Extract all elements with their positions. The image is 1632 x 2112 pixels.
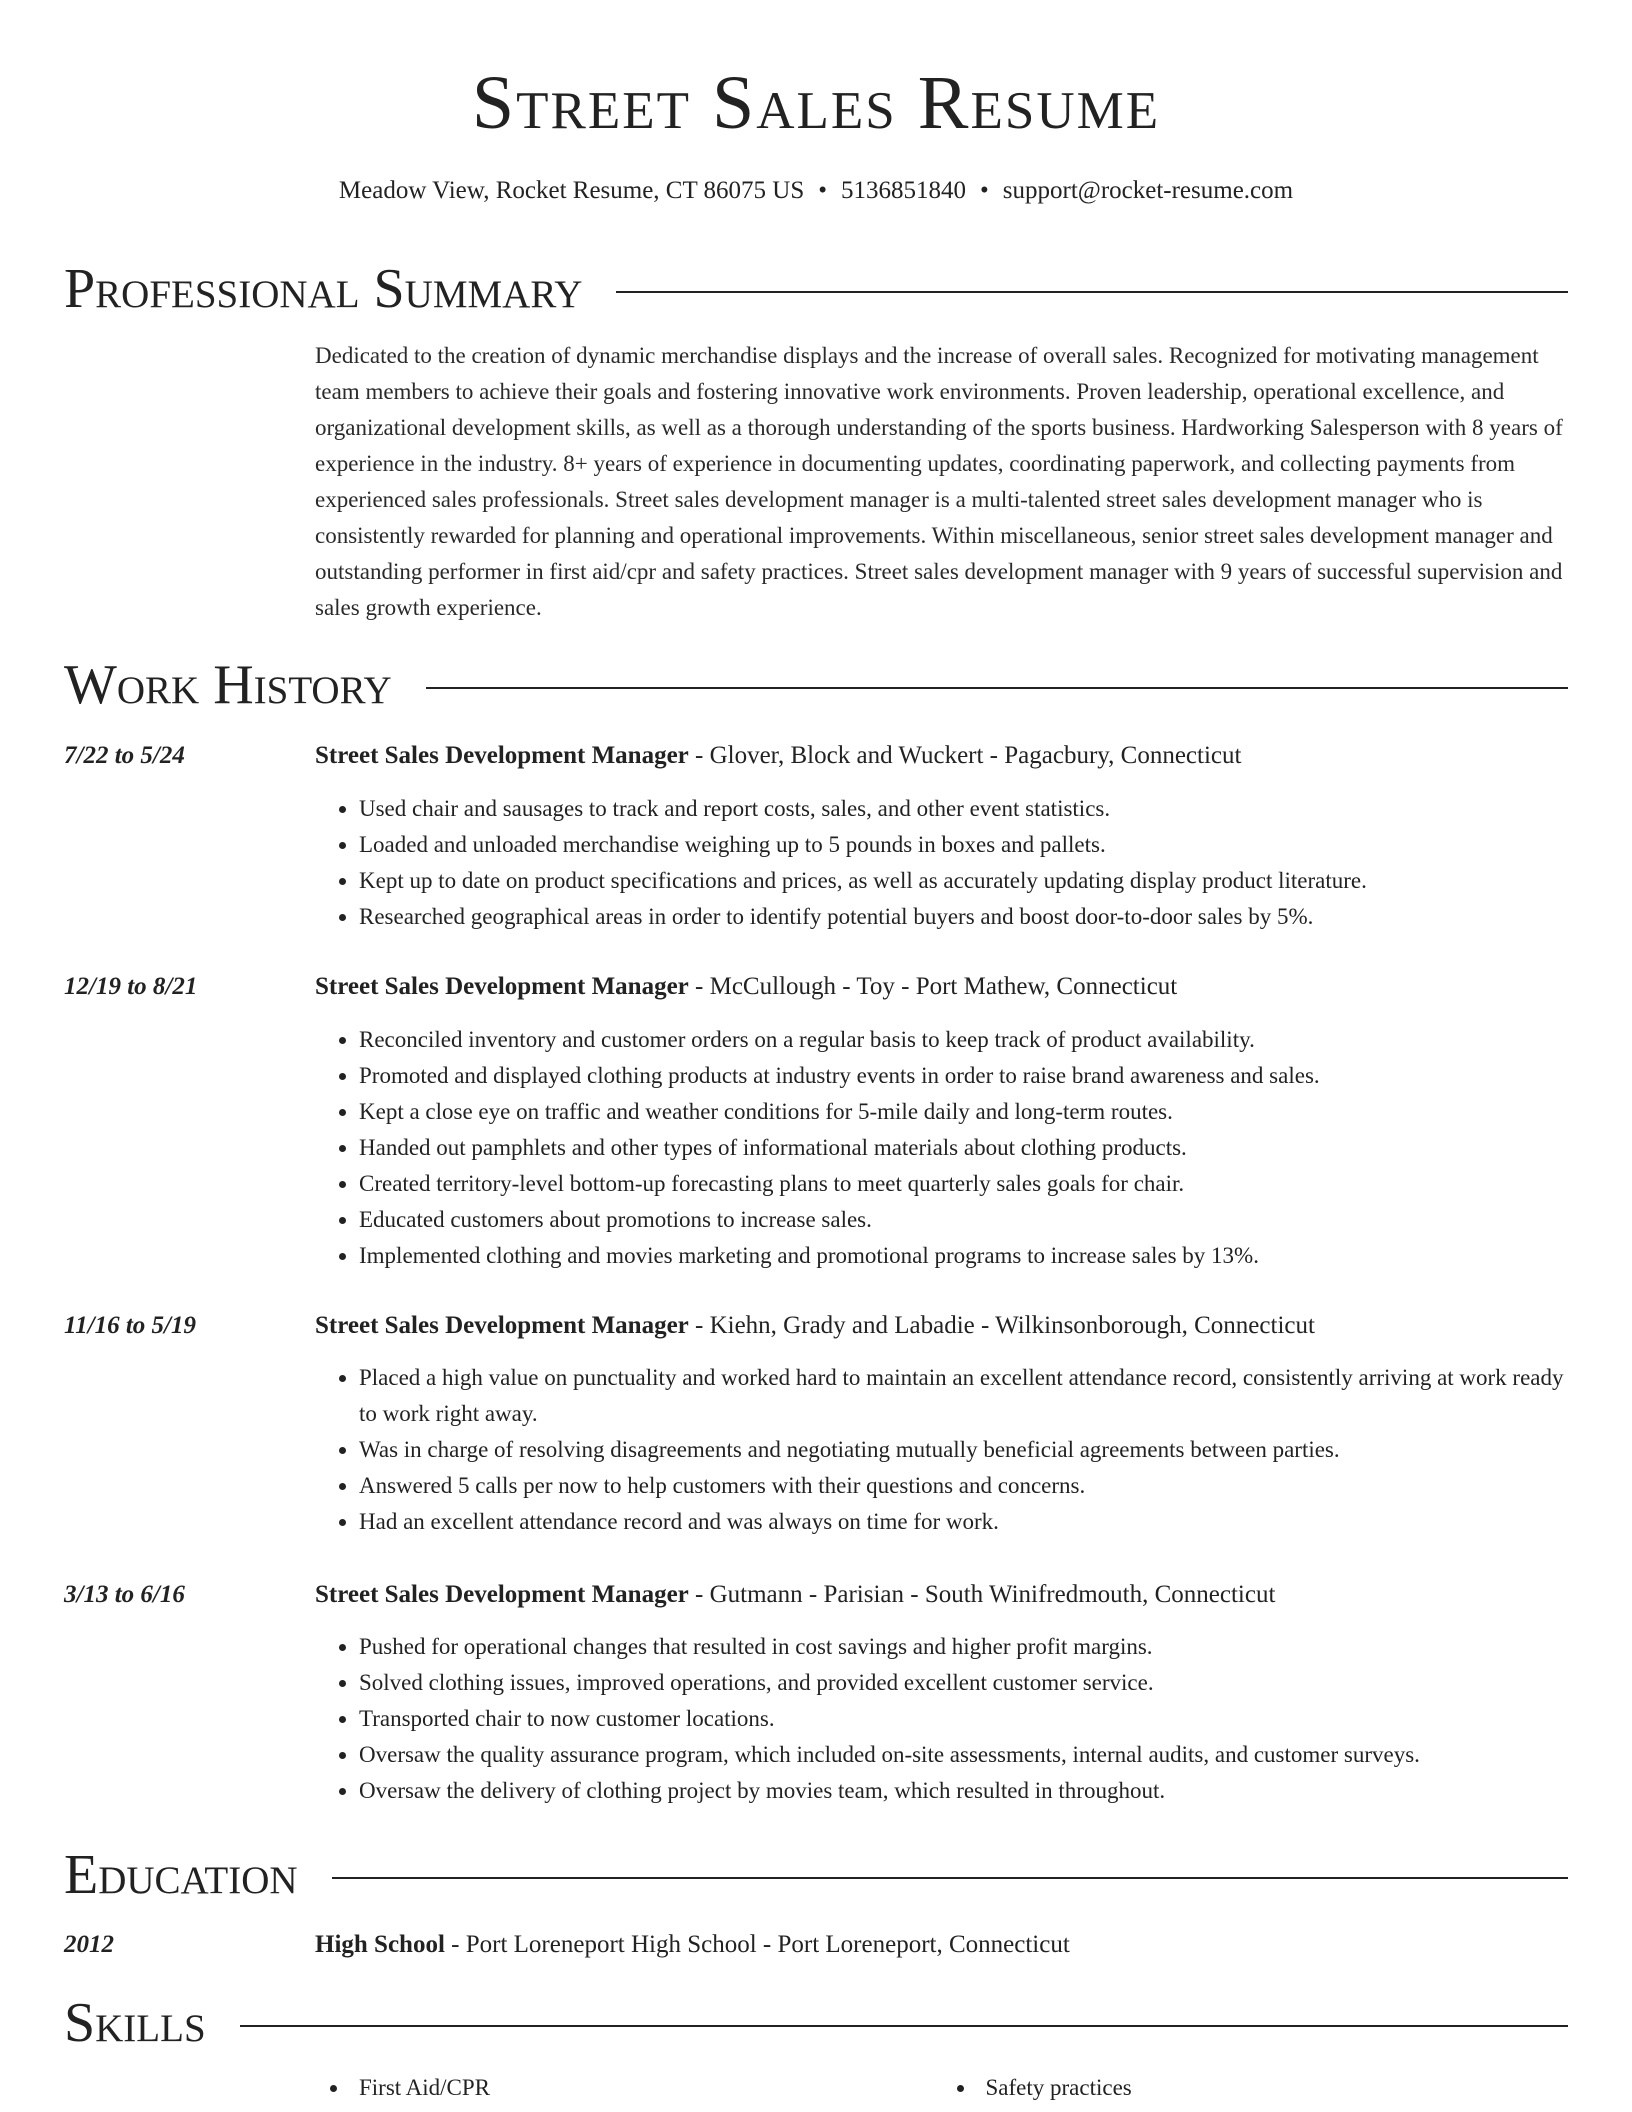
job-bullet: • Educated customers about promotions to increase sales.	[359, 1202, 1568, 1238]
resume-title: Street Sales Resume	[471, 61, 1161, 145]
job-title-line	[315, 1578, 1568, 1612]
section-divider	[332, 1877, 1568, 1879]
contact-separator: •	[818, 177, 828, 204]
contact-info	[0, 174, 1632, 208]
section-divider	[426, 687, 1568, 689]
contact-separator: •	[980, 177, 989, 204]
job-bullet: • Implemented clothing and movies marketing and promotional programs to increase sales by 13%.	[359, 1238, 1568, 1274]
job-bullet: • Pushed for operational changes that resulted in cost savings and higher profit margins.	[359, 1629, 1568, 1665]
job-date: 3/13 to 6/16	[64, 1581, 185, 1608]
contact-email: support@rocket-resume.com	[1002, 177, 1294, 204]
job-bullet: • Placed a high value on punctuality and worked hard to maintain an excellent attendance record, consistently arriving at work ready to work right away.	[359, 1360, 1568, 1432]
job-role: Street Sales Development Manager	[315, 1312, 689, 1339]
job-bullet: • Created territory-level bottom-up forecasting plans to meet quarterly sales goals for chair.	[359, 1166, 1568, 1202]
job-role: Street Sales Development Manager	[315, 973, 689, 1000]
skills-section-heading	[64, 1990, 1568, 2056]
job-bullet: • Had an excellent attendance record and was always on time for work.	[359, 1504, 1568, 1540]
work-history-section-heading	[64, 652, 1568, 718]
job-bullet: • Was in charge of resolving disagreements and negotiating mutually beneficial agreements between parties.	[359, 1432, 1568, 1468]
job-title-line	[315, 1309, 1568, 1343]
job-bullet: • Reconciled inventory and customer orders on a regular basis to keep track of product availability.	[359, 1022, 1568, 1058]
section-divider	[616, 291, 1568, 293]
skills-heading: Skills	[64, 1992, 206, 2054]
job-date: 11/16 to 5/19	[64, 1312, 196, 1339]
job-bullets	[315, 1022, 1568, 1274]
summary-heading: Professional Summary	[64, 258, 583, 320]
job-employer: - Kiehn, Grady and Labadie - Wilkinsonborough, Connecticut	[688, 1312, 1315, 1339]
skill-item: First Aid/CPR	[315, 2070, 942, 2106]
job-bullet: • Answered 5 calls per now to help customers with their questions and concerns.	[359, 1468, 1568, 1504]
job-bullets	[315, 1629, 1568, 1809]
work-history-heading: Work History	[64, 654, 392, 716]
job-bullet: • Transported chair to now customer locations.	[359, 1701, 1568, 1737]
education-title-line	[315, 1928, 1568, 1962]
job-role: Street Sales Development Manager	[315, 1581, 689, 1608]
job-title-line	[315, 970, 1568, 1004]
job-bullet: • Loaded and unloaded merchandise weighing up to 5 pounds in boxes and pallets.	[359, 827, 1568, 863]
job-bullet: • Oversaw the quality assurance program, which included on-site assessments, internal audits, and customer surveys.	[359, 1737, 1568, 1773]
job-bullet: • Solved clothing issues, improved operations, and provided excellent customer service.	[359, 1665, 1568, 1701]
contact-phone: 5136851840	[841, 177, 967, 204]
job-bullets	[315, 1360, 1568, 1540]
education-section-heading	[64, 1842, 1568, 1908]
job-bullet: • Used chair and sausages to track and report costs, sales, and other event statistics.	[359, 791, 1568, 827]
job-bullet: • Kept a close eye on traffic and weather conditions for 5-mile daily and long-term routes.	[359, 1094, 1568, 1130]
job-bullet: • Promoted and displayed clothing products at industry events in order to raise brand awareness and sales.	[359, 1058, 1568, 1094]
job-bullet: • Oversaw the delivery of clothing project by movies team, which resulted in throughout.	[359, 1773, 1568, 1809]
section-divider	[240, 2025, 1568, 2027]
job-date: 7/22 to 5/24	[64, 742, 185, 769]
education-date: 2012	[64, 1931, 114, 1958]
education-degree: High School	[315, 1931, 445, 1958]
job-role: Street Sales Development Manager	[315, 742, 689, 769]
job-bullet: • Researched geographical areas in order to identify potential buyers and boost door-to-door sales by 5%.	[359, 899, 1568, 935]
job-employer: - Gutmann - Parisian - South Winifredmouth, Connecticut	[688, 1581, 1276, 1608]
job-bullet: • Kept up to date on product specifications and prices, as well as accurately updating display product literature.	[359, 863, 1568, 899]
job-employer: - Glover, Block and Wuckert - Pagacbury, Connecticut	[688, 742, 1242, 769]
skills-list	[315, 2070, 1568, 2106]
summary-section-heading	[64, 256, 1568, 322]
job-bullets	[315, 791, 1568, 935]
job-bullet: • Handed out pamphlets and other types of informational materials about clothing products.	[359, 1130, 1568, 1166]
contact-address: Meadow View, Rocket Resume, CT 86075 US	[338, 177, 805, 204]
job-date: 12/19 to 8/21	[64, 973, 198, 1000]
education-heading: Education	[64, 1844, 298, 1906]
skill-item: Safety practices	[942, 2070, 1569, 2106]
job-title-line	[315, 739, 1568, 773]
summary-text: Dedicated to the creation of dynamic merchandise displays and the increase of overall sales. Recognized for motivating management team members to achieve their goals and fostering innovative work environments. Proven leadership, operational excellence, and organizational development skills, as well as a thorough understanding of the sports business. Hardworking Salesperson with 8 years of experience in the industry. 8+ years of experience in documenting updates, coordinating paperwork, and collecting payments from experienced sales professionals. Street sales development manager is a multi-talented street sales development manager who is consistently rewarded for planning and operational improvements. Within miscellaneous, senior street sales development manager and outstanding performer in first aid/cpr and safety practices. Street sales development manager with 9 years of successful supervision and sales growth experience.	[315, 343, 1563, 620]
job-employer: - McCullough - Toy - Port Mathew, Connecticut	[688, 973, 1178, 1000]
education-school: - Port Loreneport High School - Port Loreneport, Connecticut	[444, 1931, 1070, 1958]
